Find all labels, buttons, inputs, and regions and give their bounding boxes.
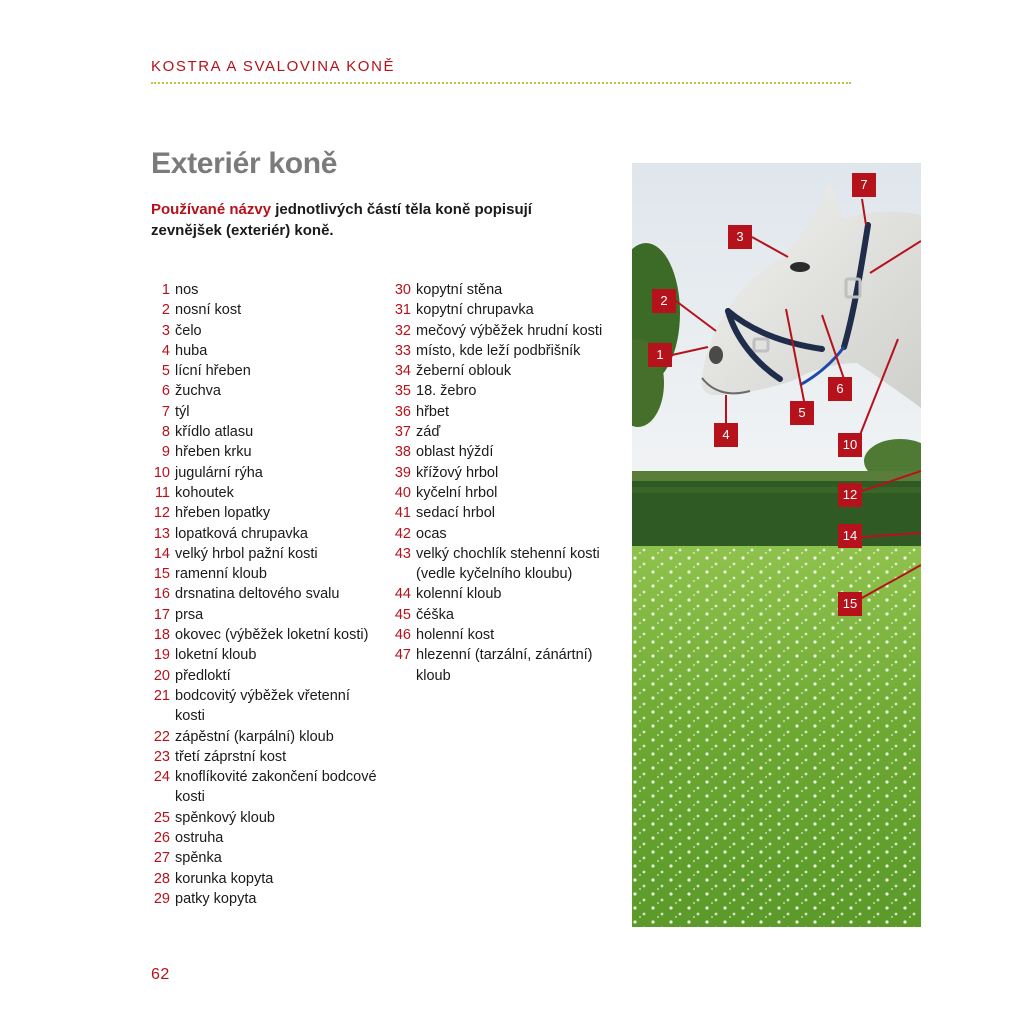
legend-number: 9	[161, 444, 170, 461]
legend-item	[141, 808, 381, 828]
legend-number: 8	[161, 424, 170, 441]
legend-label: kopytní chrupavka	[416, 302, 534, 319]
legend-number: 32	[394, 322, 411, 339]
legend-item	[141, 747, 381, 767]
legend-number: 41	[394, 505, 411, 522]
legend-number: 12	[153, 505, 170, 522]
legend-label: velký chochlík stehenní kosti (vedle kyčelního kloubu)	[416, 545, 600, 583]
callout-marker: 5	[790, 401, 814, 425]
legend-number: 2	[161, 302, 170, 319]
legend-label: ramenní kloub	[175, 566, 267, 583]
legend-item	[141, 341, 381, 361]
legend-number: 44	[394, 586, 411, 603]
callout-marker: 1	[648, 343, 672, 367]
legend-label: spěnka	[175, 850, 222, 867]
legend-label: loketní kloub	[175, 647, 257, 664]
legend-number: 42	[394, 525, 411, 542]
legend-item	[382, 605, 622, 625]
legend-label: hlezenní (tarzální, zánártní) kloub	[416, 647, 593, 684]
callout-marker: 7	[852, 173, 876, 197]
legend-number: 19	[153, 647, 170, 664]
legend-item	[141, 869, 381, 889]
legend-number: 24	[153, 769, 170, 786]
legend-number: 45	[394, 606, 411, 623]
legend-item	[141, 361, 381, 381]
legend-item	[141, 483, 381, 503]
legend-number: 10	[153, 464, 170, 481]
legend-label: zápěstní (karpální) kloub	[175, 728, 334, 745]
legend-number: 14	[153, 545, 170, 562]
page-number: 62	[151, 966, 170, 983]
legend-label: lícní hřeben	[175, 363, 251, 380]
legend-label: ocas	[416, 525, 447, 542]
legend-item	[382, 280, 622, 300]
legend-item	[141, 727, 381, 747]
legend-label: korunka kopyta	[175, 870, 274, 887]
header-divider	[151, 82, 851, 84]
legend-label: spěnkový kloub	[175, 809, 275, 826]
intro-accent: Používané názvy	[151, 201, 272, 218]
legend-label: předloktí	[175, 667, 231, 684]
legend-item	[141, 300, 381, 320]
legend-label: křížový hrbol	[416, 464, 499, 481]
intro-paragraph	[151, 199, 581, 241]
legend-item	[382, 503, 622, 523]
legend-item	[382, 381, 622, 401]
legend-label: drsnatina deltového svalu	[175, 586, 340, 603]
legend-number: 28	[153, 870, 170, 887]
legend-item	[382, 361, 622, 381]
legend-item	[141, 463, 381, 483]
legend-label: velký hrbol pažní kosti	[175, 545, 318, 562]
legend-label: hřeben krku	[175, 444, 252, 461]
legend-number: 39	[394, 464, 411, 481]
legend-label: hřeben lopatky	[175, 505, 271, 522]
legend-number: 3	[161, 322, 170, 339]
legend-item	[141, 524, 381, 544]
legend-item	[141, 625, 381, 645]
legend-label: 18. žebro	[416, 383, 477, 400]
callout-marker: 14	[838, 524, 862, 548]
legend-number: 13	[153, 525, 170, 542]
callout-marker: 2	[652, 289, 676, 313]
legend-item	[382, 584, 622, 604]
legend-number: 25	[153, 809, 170, 826]
legend-number: 26	[153, 830, 170, 847]
page-title: Exteriér koně	[151, 147, 338, 180]
legend-label: nosní kost	[175, 302, 242, 319]
legend-item	[141, 767, 381, 808]
legend-label: hřbet	[416, 403, 450, 420]
legend-number: 40	[394, 484, 411, 501]
legend-item	[141, 584, 381, 604]
legend-column-right	[382, 280, 622, 686]
legend-item	[141, 422, 381, 442]
legend-number: 43	[394, 545, 411, 562]
legend-label: záď	[416, 424, 441, 441]
legend-number: 5	[161, 363, 170, 380]
callout-marker: 12	[838, 483, 862, 507]
legend-number: 6	[161, 383, 170, 400]
legend-label: křídlo atlasu	[175, 424, 254, 441]
legend-item	[141, 828, 381, 848]
legend-item	[141, 686, 381, 727]
legend-label: kohoutek	[175, 484, 234, 501]
legend-label: mečový výběžek hrudní kosti	[416, 322, 603, 339]
legend-item	[141, 848, 381, 868]
legend-label: prsa	[175, 606, 204, 623]
callout-marker: 3	[728, 225, 752, 249]
legend-item	[382, 625, 622, 645]
legend-label: bodcovitý výběžek vřetenní kosti	[175, 687, 350, 725]
legend-label: čéška	[416, 606, 454, 623]
legend-item	[141, 442, 381, 462]
legend-number: 38	[394, 444, 411, 461]
legend-item	[382, 524, 622, 544]
legend-item	[141, 503, 381, 523]
legend-number: 18	[153, 627, 170, 644]
legend-item	[382, 321, 622, 341]
legend-label: kyčelní hrbol	[416, 484, 498, 501]
legend-item	[141, 605, 381, 625]
legend-item	[382, 341, 622, 361]
legend-number: 17	[153, 606, 170, 623]
legend-item	[382, 402, 622, 422]
running-head: KOSTRA A SVALOVINA KONĚ	[151, 58, 396, 75]
legend-number: 21	[153, 687, 170, 704]
legend-label: třetí záprstní kost	[175, 748, 287, 765]
horse-photo-illustration	[632, 163, 921, 927]
legend-number: 7	[161, 403, 170, 420]
legend-item	[382, 442, 622, 462]
legend-number: 27	[153, 850, 170, 867]
legend-item	[382, 463, 622, 483]
legend-item	[141, 402, 381, 422]
legend-item	[382, 422, 622, 442]
legend-item	[141, 666, 381, 686]
legend-label: místo, kde leží podbřišník	[416, 342, 581, 359]
legend-number: 47	[394, 647, 411, 664]
legend-number: 11	[154, 484, 170, 501]
legend-number: 15	[153, 566, 170, 583]
legend-number: 22	[153, 728, 170, 745]
legend-label: kopytní stěna	[416, 282, 503, 298]
callout-marker: 10	[838, 433, 862, 457]
horse-photo	[632, 163, 921, 927]
legend-item	[382, 483, 622, 503]
legend-label: žuchva	[175, 383, 221, 400]
legend-number: 35	[394, 383, 411, 400]
legend-label: sedací hrbol	[416, 505, 495, 522]
legend-item	[382, 300, 622, 320]
callout-marker: 4	[714, 423, 738, 447]
legend-label: holenní kost	[416, 627, 495, 644]
legend-number: 37	[394, 424, 411, 441]
legend-column-left	[141, 280, 381, 909]
legend-label: knoflíkovité zakončení bodcové kosti	[175, 769, 377, 806]
legend-label: nos	[175, 282, 199, 298]
legend-label: jugulární rýha	[175, 464, 263, 481]
callout-marker: 6	[828, 377, 852, 401]
legend-label: okovec (výběžek loketní kosti)	[175, 627, 369, 644]
legend-item	[141, 645, 381, 665]
legend-label: lopatková chrupavka	[175, 525, 308, 542]
legend-item	[141, 564, 381, 584]
legend-number: 16	[153, 586, 170, 603]
legend-label: čelo	[175, 322, 202, 339]
legend-item	[382, 645, 622, 686]
legend-number: 23	[153, 748, 170, 765]
legend-number: 29	[153, 890, 170, 907]
legend-number: 31	[394, 302, 411, 319]
legend-item	[141, 280, 381, 300]
legend-item	[141, 889, 381, 909]
intro-text: jednotlivých částí těla koně popisují zevnějšek (exteriér) koně.	[151, 201, 532, 239]
legend-label: kolenní kloub	[416, 586, 502, 603]
legend-label: týl	[175, 403, 190, 420]
legend-number: 33	[394, 342, 411, 359]
legend-number: 1	[161, 282, 170, 298]
legend-label: oblast hýždí	[416, 444, 494, 461]
legend-number: 20	[153, 667, 170, 684]
legend-number: 34	[394, 363, 411, 380]
legend-label: žeberní oblouk	[416, 363, 512, 380]
legend-label: ostruha	[175, 830, 224, 847]
legend-item	[141, 321, 381, 341]
legend-number: 4	[161, 342, 170, 359]
legend-number: 46	[394, 627, 411, 644]
legend-item	[141, 544, 381, 564]
legend-label: huba	[175, 342, 208, 359]
legend-number: 36	[394, 403, 411, 420]
callout-marker: 15	[838, 592, 862, 616]
legend-item	[141, 381, 381, 401]
legend-item	[382, 544, 622, 585]
legend-label: patky kopyta	[175, 890, 257, 907]
legend-number: 30	[394, 282, 411, 298]
